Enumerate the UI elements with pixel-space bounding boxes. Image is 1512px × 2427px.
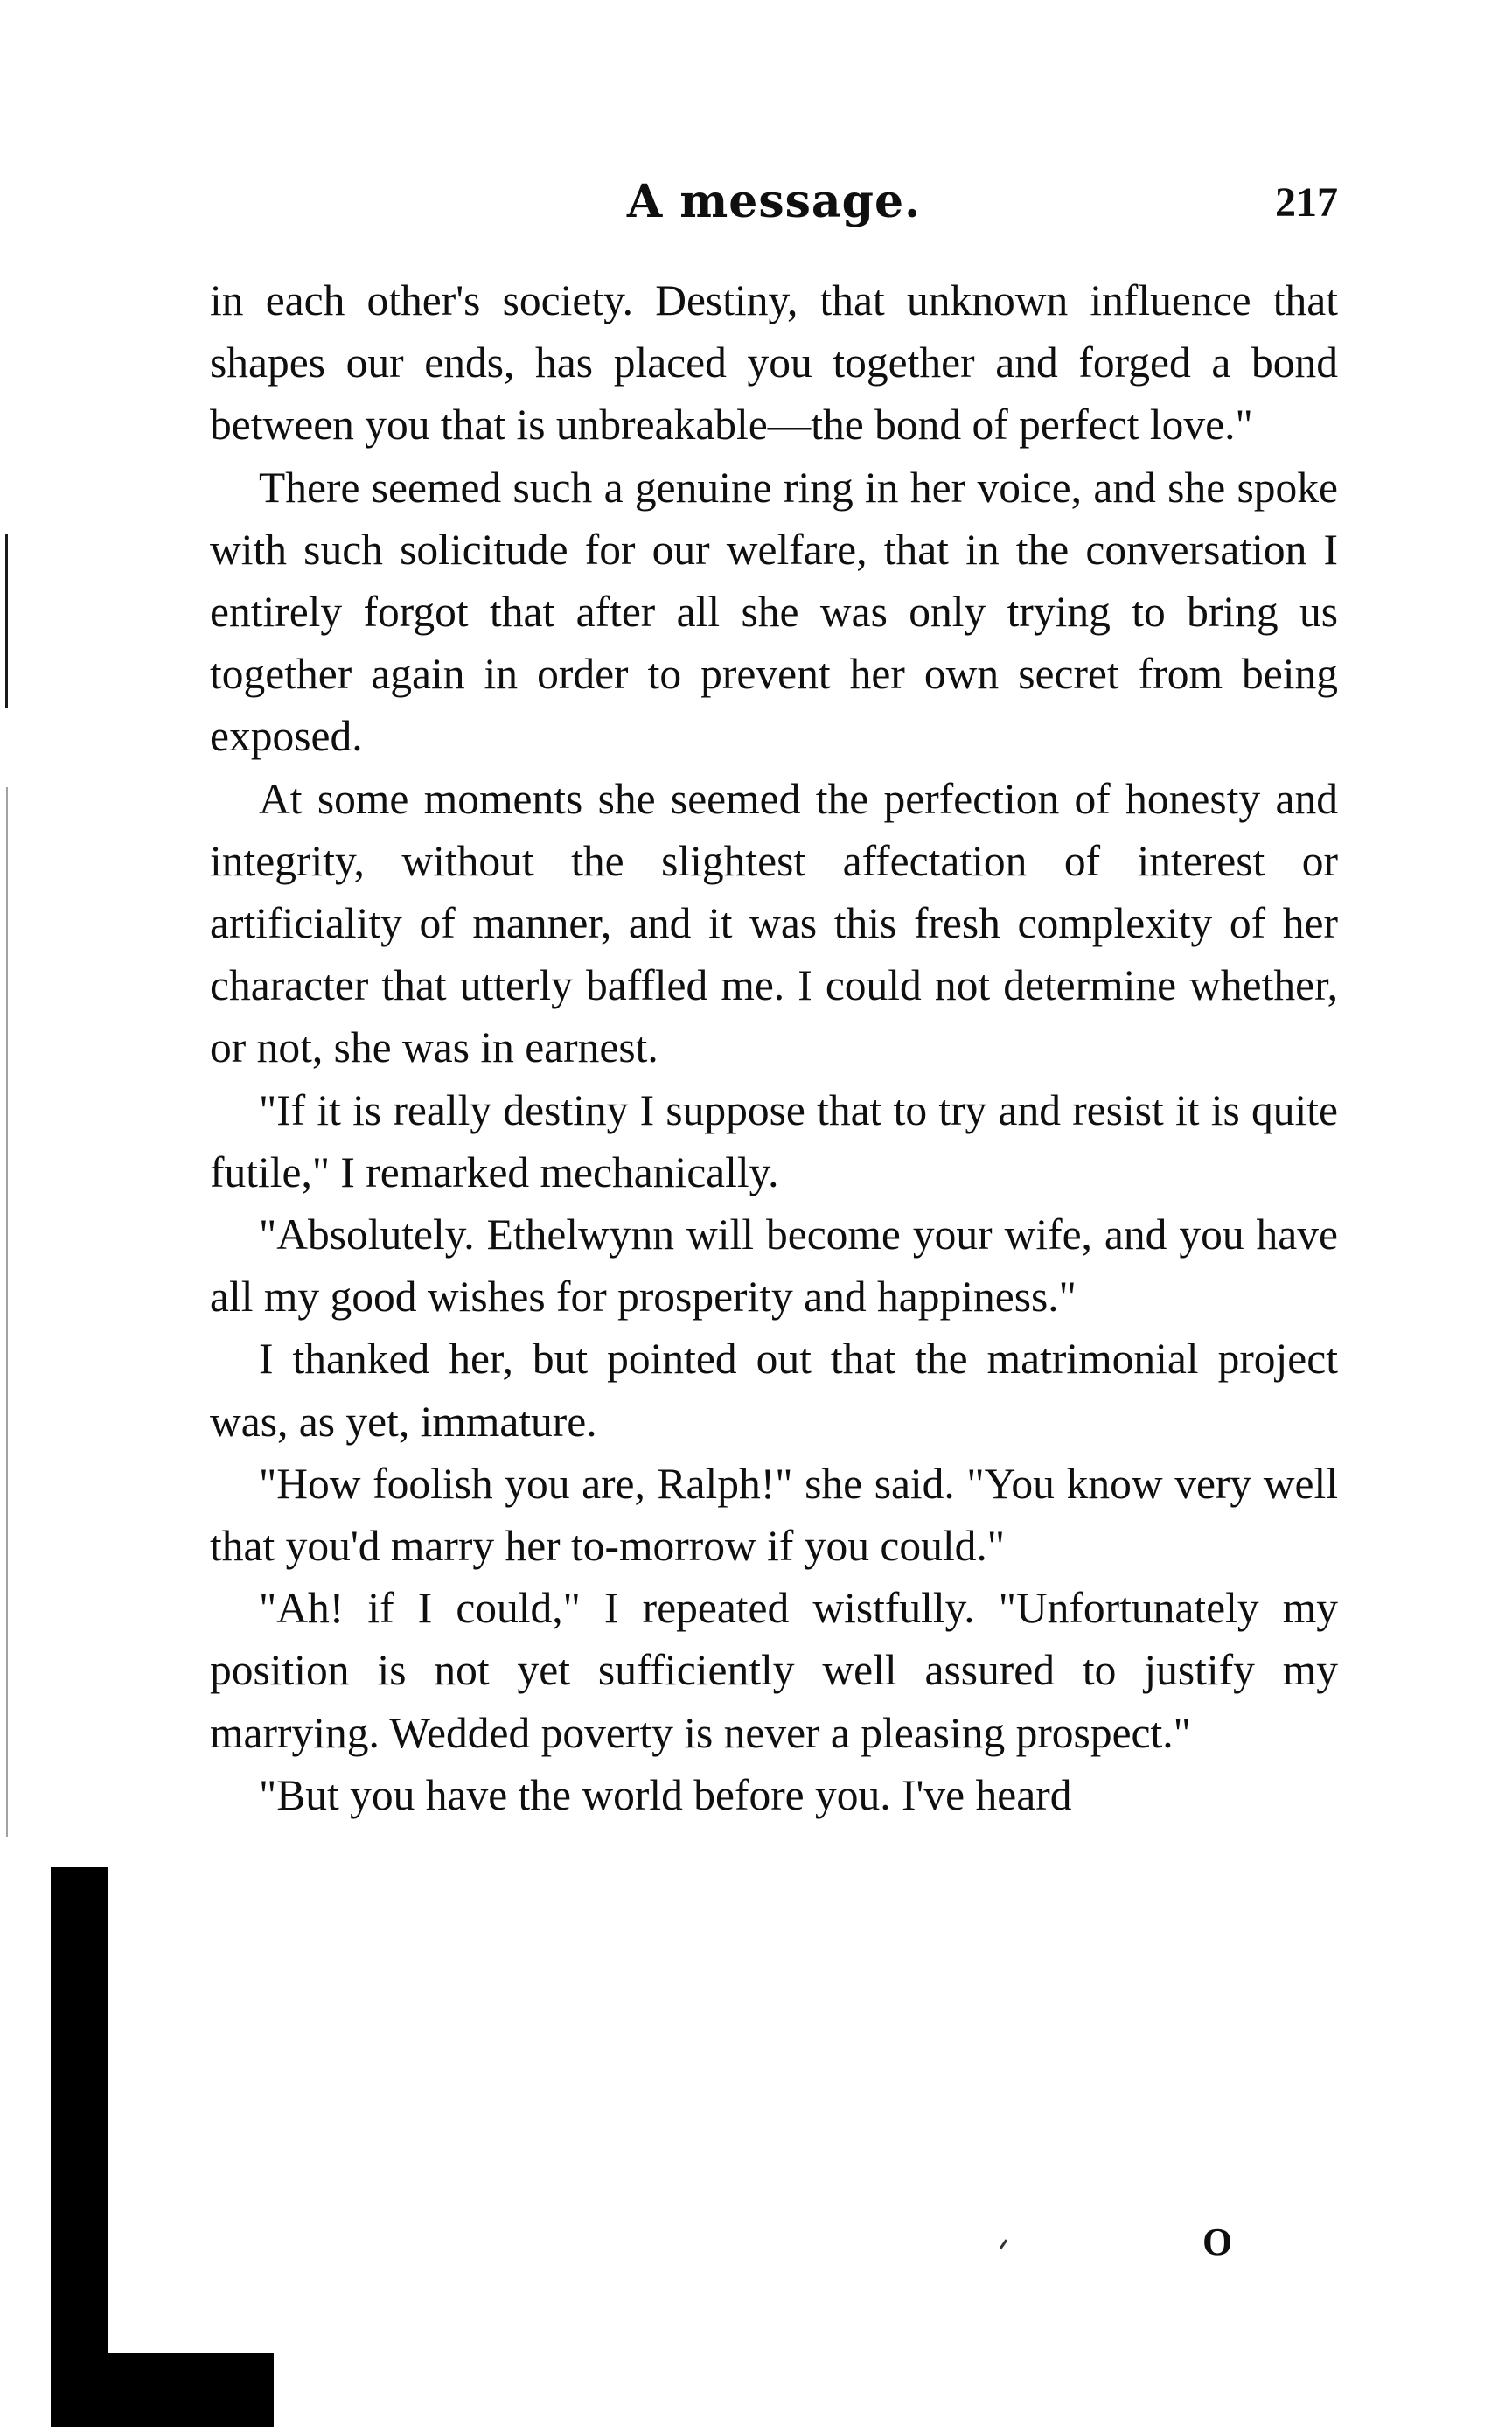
paragraph: "Absolutely. Ethelwynn will become your wife, and you have all my good wishes for prosperity and happiness." <box>210 1210 1338 1322</box>
scan-edge-line-faint <box>6 787 8 1837</box>
paragraph: "Ah! if I could," I repeated wistfully. "Unfortunately my position is not yet sufficiently well assured to justify my marrying. Wedded poverty is never a pleasing prospect." <box>210 1584 1338 1757</box>
page-number: 217 <box>1275 179 1338 226</box>
running-title: A message. <box>626 175 922 228</box>
paragraph: "But you have the world before you. I've heard <box>259 1770 1072 1819</box>
paragraph: "If it is really destiny I suppose that to try and resist it is quite futile," I remarked mechanically. <box>210 1085 1338 1196</box>
paragraph: "How foolish you are, Ralph!" she said. "You know very well that you'd marry her to-morrow if you could." <box>210 1459 1338 1571</box>
paragraph-continued: in each other's society. Destiny, that unknown influence that shapes our ends, has placed you together and forged a bond between you that is unbreakable—the bond of perfect love." <box>210 276 1338 450</box>
paragraph: I thanked her, but pointed out that the matrimonial project was, as yet, immature. <box>210 1335 1338 1446</box>
ink-speck <box>1000 2239 1007 2249</box>
paragraph: There seemed such a genuine ring in her voice, and she spoke with such solicitude for our welfare, that in the conversation I entirely forgot that after all she was only trying to bring us together again in order to prevent her own secret from being exposed. <box>210 463 1338 761</box>
scan-edge-line <box>5 534 8 708</box>
paragraph: At some moments she seemed the perfection of honesty and integrity, without the slightest affectation of interest or artificiality of manner, and it was this fresh complexity of her character that utterly baffled me. I could not determine whether, or not, she was in earnest. <box>210 774 1338 1072</box>
binding-shadow <box>51 1867 108 2427</box>
signature-mark: O <box>1202 2221 1233 2263</box>
running-head <box>210 175 1338 236</box>
body-text <box>210 269 1338 1826</box>
binding-shadow-foot <box>51 2353 274 2427</box>
